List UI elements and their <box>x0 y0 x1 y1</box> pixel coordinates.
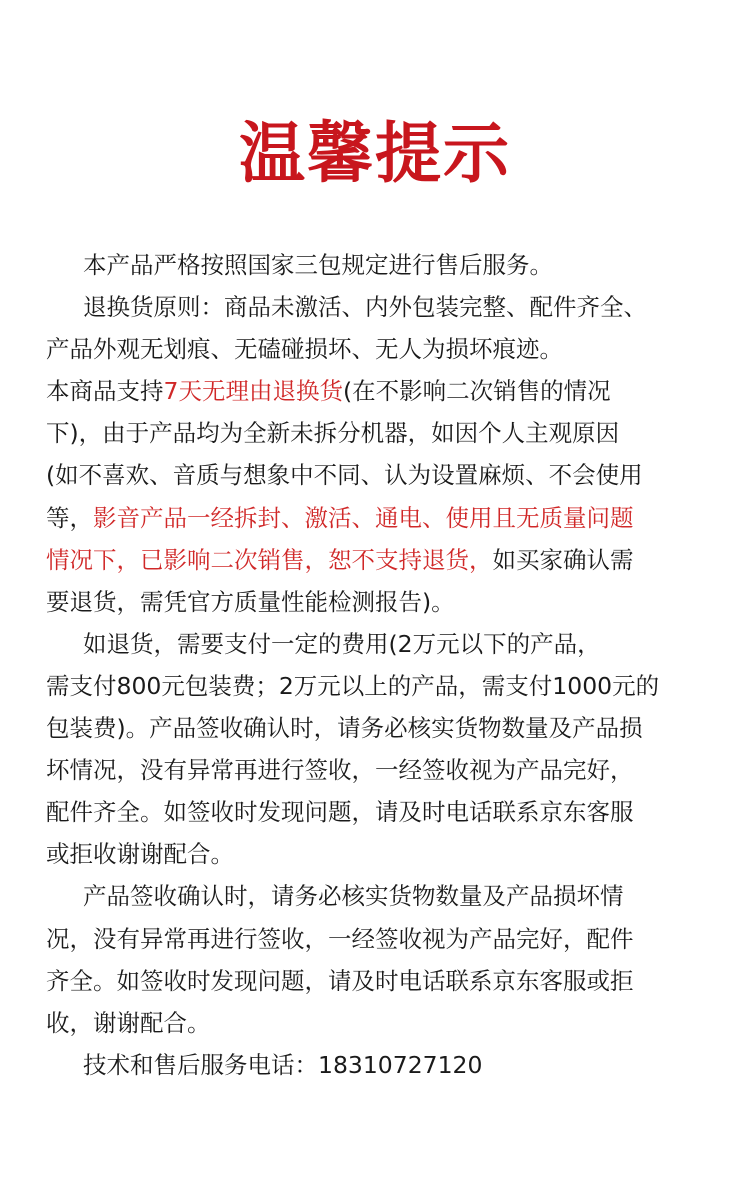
text-line: 退换货原则：商品未激活、内外包装完整、配件齐全、 <box>83 293 647 322</box>
text-line: 本产品严格按照国家三包规定进行售后服务。 <box>83 251 553 279</box>
text-line: 产品签收确认时，请务必核实货物数量及产品损坏情 <box>83 882 624 911</box>
notice-body <box>46 244 706 1086</box>
text-segment: 本商品支持 <box>46 377 164 406</box>
text-segment: (在不影响二次销售的情况 <box>342 377 611 406</box>
page-title: 温馨提示 <box>239 115 511 192</box>
text-line: 收，谢谢配合。 <box>46 1008 211 1037</box>
service-phone: 技术和售后服务电话：18310727120 <box>83 1050 483 1079</box>
text-line: (如不喜欢、音质与想象中不同、认为设置麻烦、不会使用 <box>46 461 643 490</box>
highlight-text: 情况下，已影响二次销售，恕不支持退货， <box>46 545 493 574</box>
text-line: 要退货，需凭官方质量性能检测报告)。 <box>46 587 455 616</box>
text-line: 产品外观无划痕、无磕碰损坏、无人为损坏痕迹。 <box>46 335 563 364</box>
text-line: 配件齐全。如签收时发现问题，请及时电话联系京东客服 <box>46 798 634 827</box>
text-line: 齐全。如签收时发现问题，请及时电话联系京东客服或拒 <box>46 966 634 995</box>
text-line: 坏情况，没有异常再进行签收，一经签收视为产品完好， <box>46 756 634 785</box>
text-line <box>46 497 706 539</box>
text-line <box>46 539 706 581</box>
text-line: 或拒收谢谢配合。 <box>46 840 234 869</box>
text-line <box>46 370 706 412</box>
text-line: 下)，由于产品均为全新未拆分机器，如因个人主观原因 <box>46 419 620 448</box>
text-segment: 等， <box>46 503 93 532</box>
text-segment: 如买家确认需 <box>492 545 634 574</box>
highlight-text: 7天无理由退换货 <box>163 377 343 406</box>
text-line: 如退货，需要支付一定的费用(2万元以下的产品， <box>83 629 601 658</box>
text-line: 包装费)。产品签收确认时，请务必核实货物数量及产品损 <box>46 714 643 743</box>
text-line: 需支付800元包装费；2万元以上的产品，需支付1000元的 <box>46 671 660 700</box>
highlight-text: 影音产品一经拆封、激活、通电、使用且无质量问题 <box>93 503 634 532</box>
text-line: 况，没有异常再进行签收，一经签收视为产品完好，配件 <box>46 924 634 953</box>
